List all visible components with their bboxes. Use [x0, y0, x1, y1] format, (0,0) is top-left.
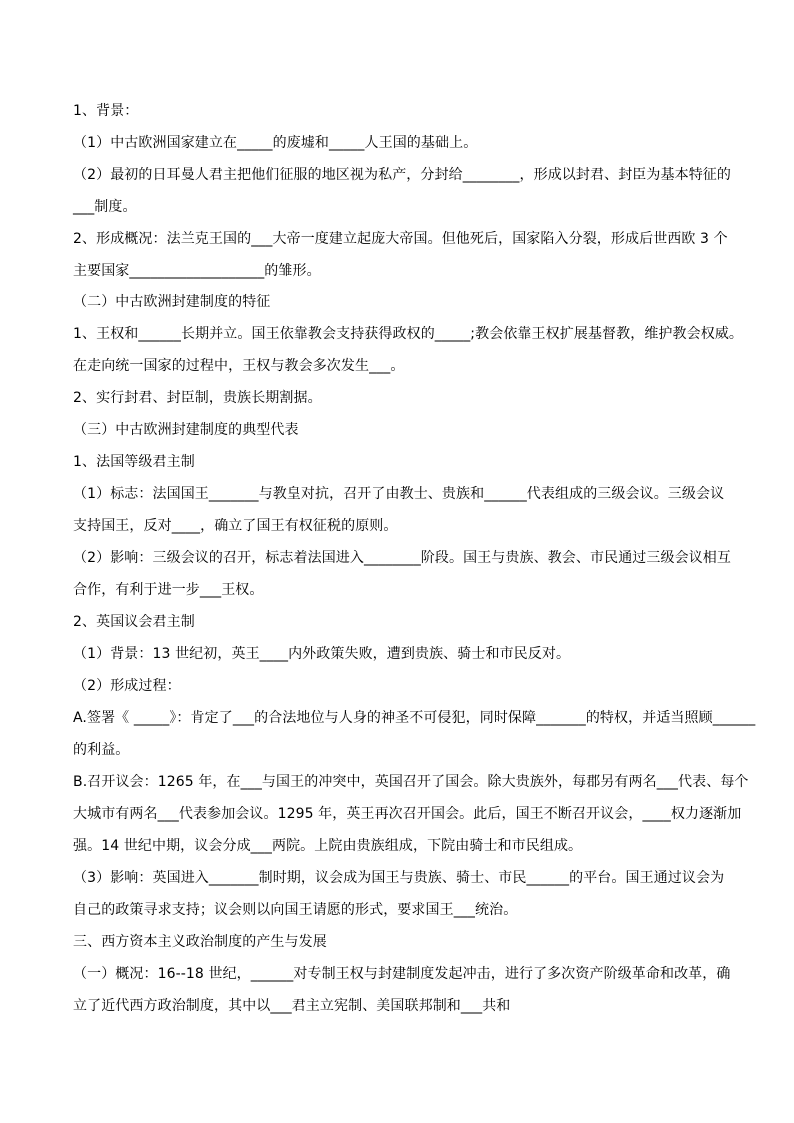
text-line: （2）影响：三级会议的召开，标志着法国进入________阶段。国王与贵族、教会、市民通过三级会议相互: [73, 550, 732, 566]
text-line: ___制度。: [73, 199, 137, 215]
text-line: （3）影响：英国进入_______制时期，议会成为国王与贵族、骑士、市民______的平台。国王通过议会为: [73, 870, 725, 886]
text-line: （2）形成过程：: [73, 678, 181, 694]
text-line: 强。14 世纪中期，议会分成___两院。上院由贵族组成，下院由骑士和市民组成。: [73, 838, 583, 854]
text-line: B.召开议会：1265 年，在___与国王的冲突中，英国召开了国会。除大贵族外，每郡另有两名___代表、每个: [73, 774, 749, 790]
text-line: 合作，有利于进一步___王权。: [73, 582, 264, 598]
text-line: 2、形成概况：法兰克王国的___大帝一度建立起庞大帝国。但他死后，国家陷入分裂，形成后世西欧 3 个: [73, 231, 728, 247]
section-heading: 三、西方资本主义政治制度的产生与发展: [73, 934, 327, 950]
text-line: （1）背景：13 世纪初，英王____内外政策失败，遭到贵族、骑士和市民反对。: [73, 646, 571, 662]
text-line: 在走向统一国家的过程中，王权与教会多次发生___。: [73, 358, 405, 374]
text-line: （1）标志：法国国王_______与教皇对抗，召开了由教士、贵族和______代表组成的三级会议。三级会议: [73, 486, 725, 502]
text-line: （一）概况：16--18 世纪，______对专制王权与封建制度发起冲击，进行了多次资产阶级革命和改革，确: [73, 966, 731, 982]
text-line: 2、英国议会君主制: [73, 614, 195, 630]
section-heading: （二）中古欧洲封建制度的特征: [73, 294, 271, 310]
text-line: （1）中古欧洲国家建立在_____的废墟和_____人王国的基础上。: [73, 135, 478, 151]
text-line: 大城市有两名___代表参加会议。1295 年，英王再次召开国会。此后，国王不断召开议会，____权力逐渐加: [73, 806, 742, 822]
text-line: 1、法国等级君主制: [73, 454, 195, 470]
text-line: 支持国王，反对____，确立了国王有权征税的原则。: [73, 518, 398, 534]
text-line: 主要国家___________________的雏形。: [73, 263, 321, 279]
section-heading: （三）中古欧洲封建制度的典型代表: [73, 422, 299, 438]
text-line: 的利益。: [73, 742, 130, 758]
text-line: 1、背景：: [73, 103, 139, 119]
text-line: 自己的政策寻求支持；议会则以向国王请愿的形式，要求国王___统治。: [73, 902, 518, 918]
text-line: A.签署《 _____》：肯定了___的合法地位与人身的神圣不可侵犯，同时保障_______的特权，并适当照顾______: [73, 710, 756, 726]
text-line: 1、王权和______长期并立。国王依靠教会支持获得政权的_____;教会依靠王权扩展基督教，维护教会权威。: [73, 326, 744, 342]
text-line: 2、实行封君、封臣制，贵族长期割据。: [73, 390, 322, 406]
text-line: （2）最初的日耳曼人君主把他们征服的地区视为私产，分封给________，形成以封君、封臣为基本特征的: [73, 167, 732, 183]
text-line: 立了近代西方政治制度，其中以___君主立宪制、美国联邦制和___共和: [73, 998, 511, 1014]
